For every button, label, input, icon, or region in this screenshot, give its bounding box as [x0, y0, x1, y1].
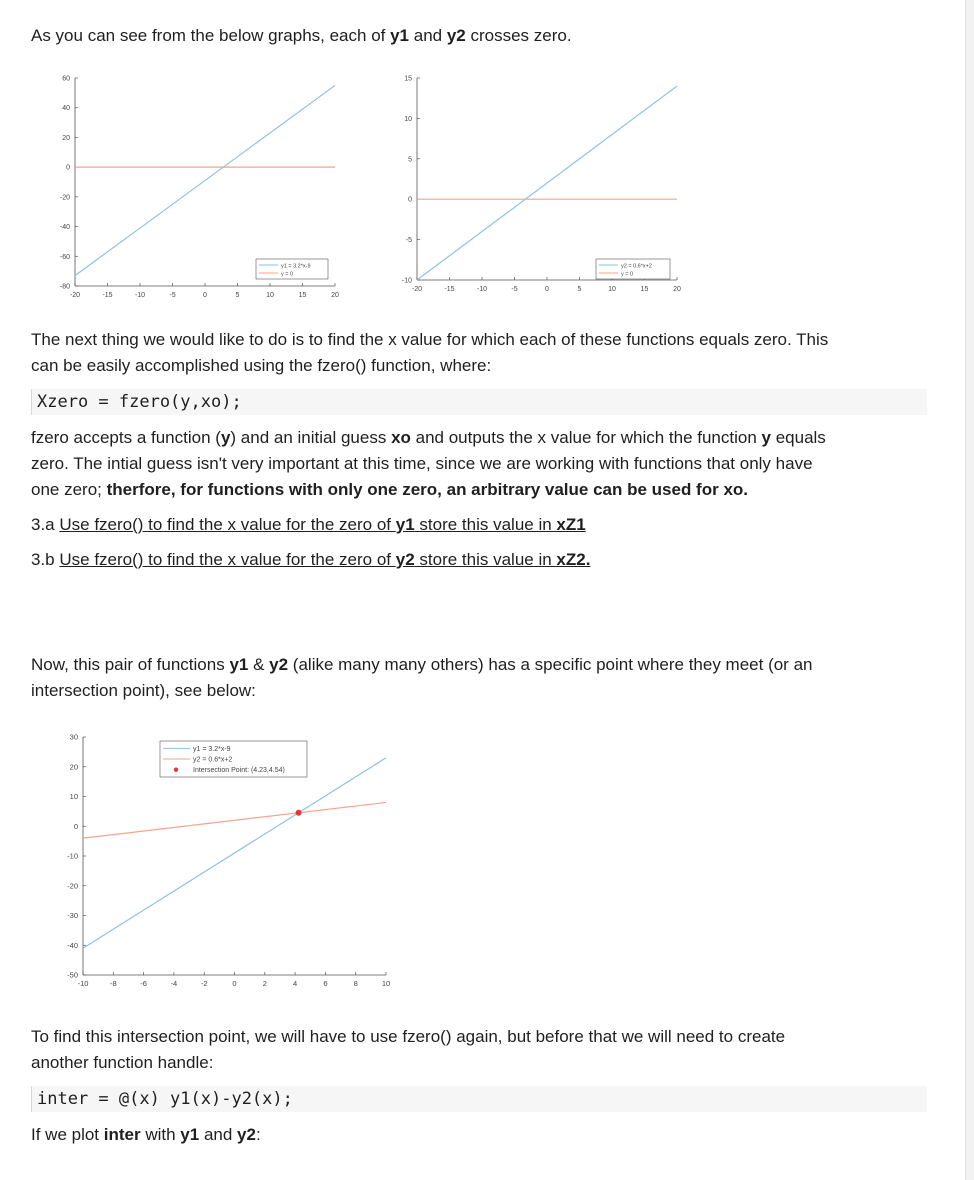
x-tick-label: 0	[203, 292, 207, 299]
x-tick-label: 0	[232, 979, 237, 988]
y-tick-label: -50	[67, 970, 78, 980]
x-tick-label: 20	[673, 286, 681, 293]
x-tick-label: 6	[323, 979, 328, 988]
y-tick-label: 0	[66, 164, 70, 172]
series-line-1	[75, 85, 335, 275]
y-tick-label: -60	[59, 253, 70, 261]
x-tick-label: -4	[170, 979, 178, 988]
y-tick-label: 60	[62, 75, 70, 83]
x-tick-label: 10	[381, 979, 391, 988]
fzero-intro-text: The next thing we would like to do is to find the x value for which each of these functions equals zero. This can be easily accomplished using the fzero() function, where:	[31, 330, 829, 375]
y-tick-label: -80	[59, 283, 70, 291]
x-tick-label: -2	[200, 979, 208, 988]
intro-text: As you can see from the below graphs, each of y1 and y2 crosses zero.	[31, 26, 572, 45]
x-tick-label: -8	[109, 979, 117, 988]
x-tick-label: -20	[69, 292, 81, 299]
y-tick-label: -40	[67, 940, 78, 950]
task-3a: 3.a Use fzero() to find the x value for the zero of y1 store this value in xZ1	[31, 515, 586, 534]
x-tick-label: 20	[331, 292, 339, 299]
series-line-1	[417, 86, 677, 280]
x-tick-label: -15	[444, 286, 455, 293]
y-tick-label: -20	[59, 194, 70, 202]
legend-marker	[174, 767, 178, 771]
x-tick-label: -15	[102, 292, 113, 299]
x-tick-label: 5	[577, 286, 582, 293]
x-tick-label: -5	[511, 286, 518, 293]
x-tick-label: 15	[298, 292, 307, 299]
x-tick-label: 0	[545, 286, 549, 293]
code-block-inter[interactable]: inter = @(x) y1(x)-y2(x);	[31, 1086, 927, 1112]
y-tick-label: 15	[404, 75, 412, 83]
legend-label: Intersection Point: (4.23,4.54)	[193, 767, 285, 775]
fzero-description: fzero accepts a function (y) and an initial guess xo and outputs the x value for which the function y equals zero. The intial guess isn't very important at this time, since we are working with functions that only have one zero; therfore, for functions with only one zero, an arbitrary value can be used for xo.	[31, 428, 826, 499]
legend-label: y2 = 0.6*x+2	[193, 756, 233, 764]
code-block-fzero[interactable]: Xzero = fzero(y,xo);	[31, 389, 927, 415]
x-tick-label: 8	[353, 979, 358, 988]
y-tick-label: -40	[59, 224, 70, 232]
intersection-point	[296, 810, 302, 816]
y-tick-label: -30	[67, 911, 78, 920]
x-tick-label: -10	[134, 292, 146, 299]
y-tick-label: 0	[73, 821, 78, 831]
y-tick-label: 20	[62, 134, 70, 142]
series-line-1	[83, 758, 386, 948]
page-right-border	[965, 0, 974, 1180]
y-tick-label: 0	[408, 196, 412, 204]
x-tick-label: 5	[235, 292, 240, 299]
y-tick-label: 5	[408, 156, 412, 164]
y-tick-label: 10	[404, 115, 412, 123]
y-tick-label: 30	[69, 732, 78, 742]
task-3a-link[interactable]: Use fzero() to find the x value for the zero of y1 store this value in xZ1	[59, 515, 586, 534]
x-tick-label: 10	[608, 286, 616, 293]
y-tick-label: -5	[405, 237, 412, 245]
y-tick-label: -10	[67, 851, 78, 861]
legend-label: y2 = 0.6*x+2	[621, 263, 652, 270]
y-tick-label: 20	[69, 762, 78, 772]
intersection-intro-text: Now, this pair of functions y1 & y2 (alike many many others) has a specific point where they meet (or an intersection point), see below:	[31, 655, 813, 700]
x-tick-label: 2	[262, 979, 267, 988]
x-tick-label: 10	[266, 292, 274, 299]
legend-label: y = 0	[621, 271, 634, 278]
x-tick-label: 4	[293, 979, 298, 988]
chart-intersection	[45, 725, 405, 995]
function-handle-text: To find this intersection point, we will have to use fzero() again, but before that we will need to create another function handle:	[31, 1027, 786, 1072]
chart-y2-zero	[387, 70, 707, 302]
legend-label: y1 = 3.2*x-9	[281, 263, 311, 270]
x-tick-label: -5	[169, 292, 176, 299]
y-tick-label: -10	[401, 277, 412, 285]
x-tick-label: -10	[476, 286, 488, 293]
chart-y1-zero	[45, 70, 365, 302]
plot-inter-text: If we plot inter with y1 and y2:	[31, 1125, 261, 1144]
task-3b-link[interactable]: Use fzero() to find the x value for the zero of y2 store this value in xZ2.	[59, 550, 591, 569]
legend-label: y = 0	[281, 271, 294, 278]
x-tick-label: -20	[411, 286, 423, 293]
y-tick-label: 40	[62, 105, 70, 113]
x-tick-label: 15	[640, 286, 649, 293]
series-line-2	[83, 802, 386, 838]
y-tick-label: -20	[67, 881, 78, 891]
x-tick-label: -6	[140, 979, 147, 988]
legend-label: y1 = 3.2*x-9	[193, 745, 231, 753]
x-tick-label: -10	[77, 979, 89, 988]
task-3b: 3.b Use fzero() to find the x value for the zero of y2 store this value in xZ2.	[31, 550, 591, 569]
y-tick-label: 10	[69, 792, 78, 801]
